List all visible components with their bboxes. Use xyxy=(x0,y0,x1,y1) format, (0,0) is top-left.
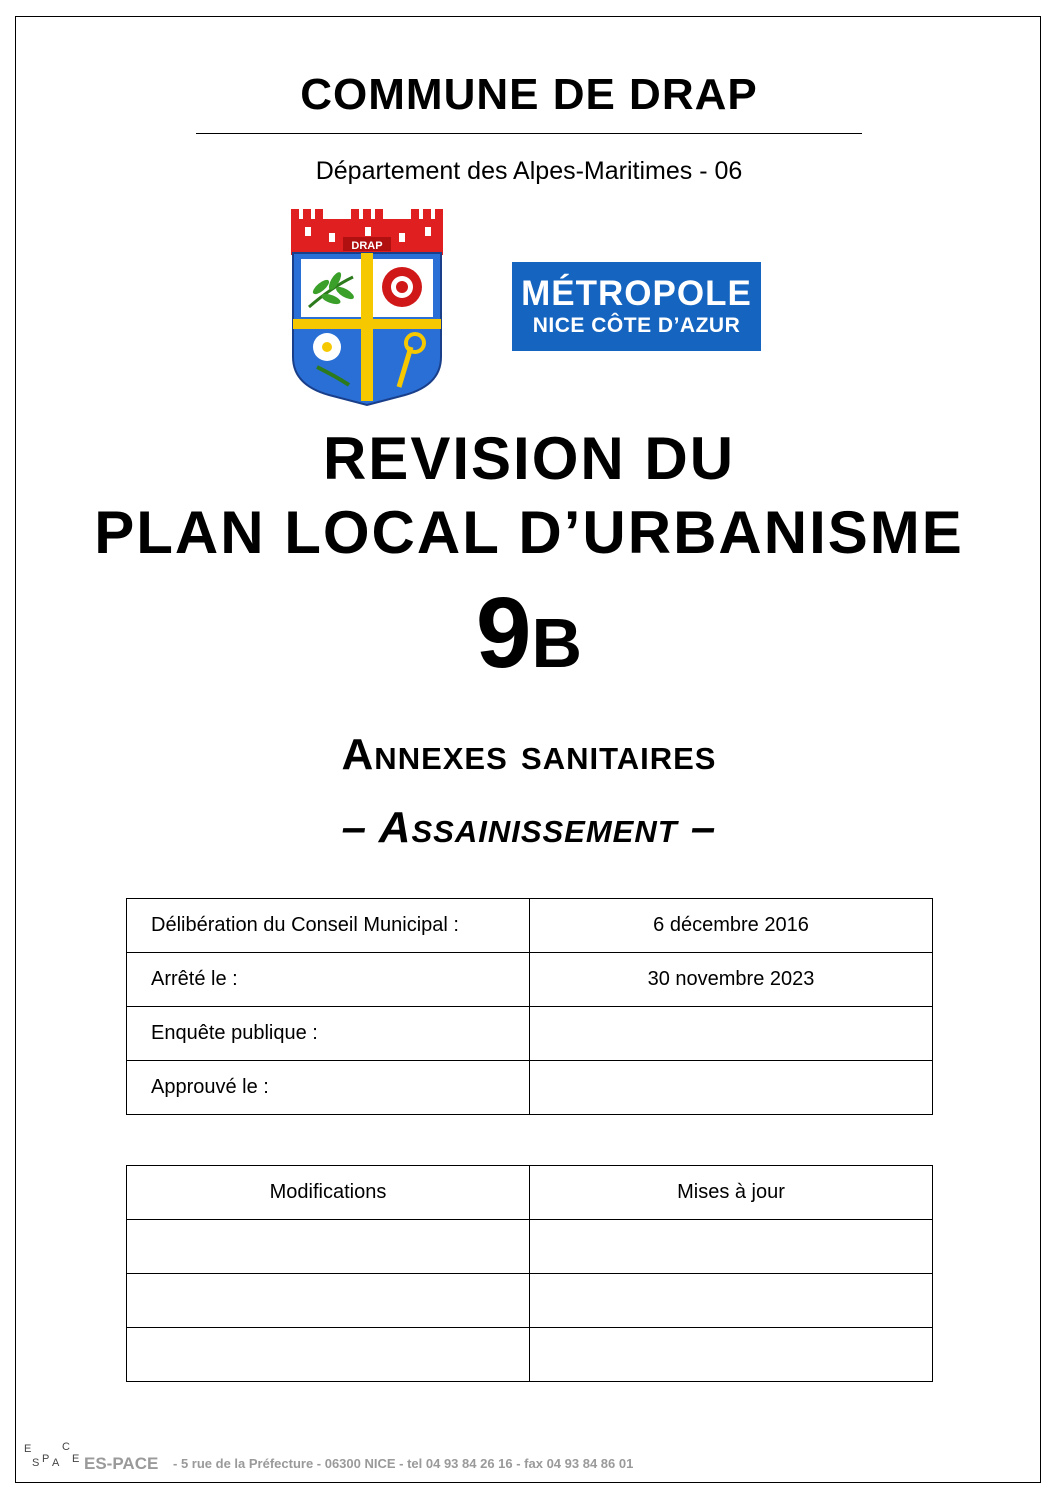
document-subtitle-assainissement: – Assainissement – xyxy=(341,803,717,852)
metropole-logo-line2: NICE CÔTE D’AZUR xyxy=(532,314,741,337)
metropole-logo-line1: MÉTROPOLE xyxy=(521,274,752,313)
table-row xyxy=(127,1007,933,1061)
modifications-table xyxy=(126,1165,933,1382)
drap-coat-of-arms-logo xyxy=(287,207,447,407)
commune-title: COMMUNE DE DRAP xyxy=(300,70,758,119)
procedure-label: Approuvé le : xyxy=(127,1061,530,1115)
departement-subtitle: Département des Alpes-Maritimes - 06 xyxy=(315,157,743,185)
table-cell xyxy=(530,1220,933,1274)
table-cell xyxy=(530,1274,933,1328)
document-number-suffix: B xyxy=(531,604,583,682)
espace-logo-letter: C xyxy=(62,1441,70,1453)
column-header-modifications: Modifications xyxy=(127,1166,530,1220)
document-title-line2: PLAN LOCAL D’URBANISME xyxy=(94,499,964,566)
procedure-label: Arrêté le : xyxy=(127,953,530,1007)
document-number-digit: 9 xyxy=(475,577,532,689)
espace-logo-letter: P xyxy=(42,1453,50,1465)
table-row xyxy=(127,899,933,953)
document-number xyxy=(0,578,1058,718)
table-cell xyxy=(127,1328,530,1382)
espace-logo-letter: E xyxy=(24,1443,32,1455)
procedure-value xyxy=(530,1007,933,1061)
table-row xyxy=(127,1328,933,1382)
espace-logo xyxy=(22,1441,84,1473)
footer-company-name: ES-PACE xyxy=(84,1454,159,1473)
procedure-value xyxy=(530,1061,933,1115)
column-header-mises-a-jour: Mises à jour xyxy=(530,1166,933,1220)
document-subtitle: Annexes sanitaires xyxy=(341,730,717,779)
procedure-label: Délibération du Conseil Municipal : xyxy=(127,899,530,953)
table-cell xyxy=(127,1274,530,1328)
crest-drap-text: DRAP xyxy=(351,240,383,252)
espace-logo-letter: E xyxy=(72,1453,80,1465)
table-cell xyxy=(530,1328,933,1382)
espace-logo-letter: A xyxy=(52,1457,60,1469)
procedure-label: Enquête publique : xyxy=(127,1007,530,1061)
table-row xyxy=(127,1061,933,1115)
footer-address: - 5 rue de la Préfecture - 06300 NICE - tel 04 93 84 26 16 - fax 04 93 84 86 01 xyxy=(173,1456,634,1471)
document-title-line1: REVISION DU xyxy=(322,425,736,492)
espace-logo-letter: S xyxy=(32,1457,40,1469)
table-cell xyxy=(127,1220,530,1274)
table-row xyxy=(127,1274,933,1328)
table-row xyxy=(127,1220,933,1274)
procedure-value: 6 décembre 2016 xyxy=(530,899,933,953)
table-header-row xyxy=(127,1166,933,1220)
title-divider xyxy=(196,133,862,134)
table-row xyxy=(127,953,933,1007)
metropole-logo xyxy=(512,262,761,351)
procedure-table xyxy=(126,898,933,1115)
procedure-value: 30 novembre 2023 xyxy=(530,953,933,1007)
footer xyxy=(22,1441,1022,1475)
